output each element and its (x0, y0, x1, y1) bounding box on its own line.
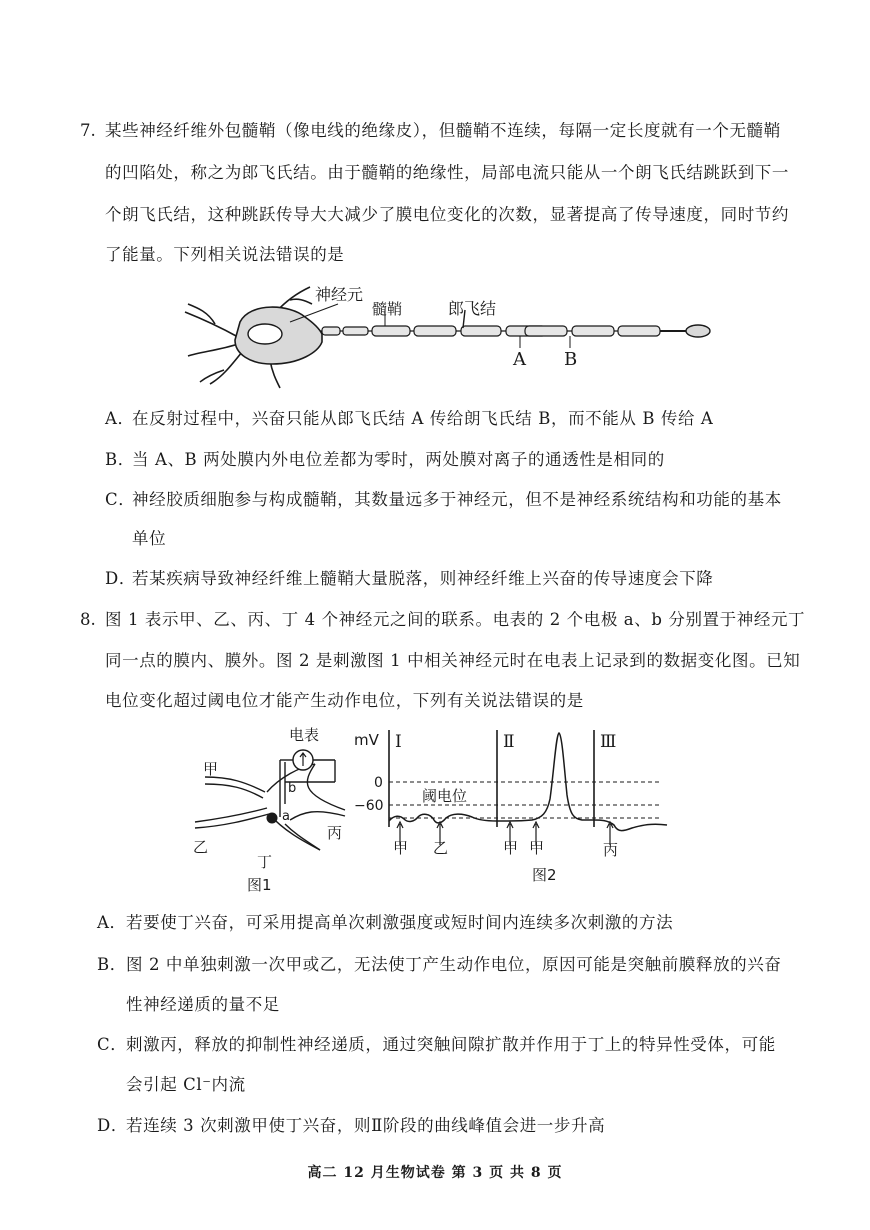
q7-neuron-figure (180, 282, 720, 392)
fig1-caption: 图1 (247, 876, 272, 894)
fig2-stim-jia-1: 甲 (393, 839, 409, 857)
q7-stem-line-1: 某些神经纤维外包髓鞘（像电线的绝缘皮），但髓鞘不连续，每隔一定长度就有一个无髓鞘 (105, 121, 781, 140)
q7-option-a-text: 在反射过程中，兴奋只能从郎飞氏结 A 传给朗飞氏结 B，而不能从 B 传给 A (132, 409, 714, 428)
fig1-bing: 丙 (327, 824, 343, 842)
page-footer: 高二 12 月生物试卷 第 3 页 共 8 页 (307, 1165, 563, 1181)
q7-option-d-text: 若某疾病导致神经纤维上髓鞘大量脱落，则神经纤维上兴奋的传导速度会下降 (132, 569, 714, 588)
q7-option-c-text-2: 单位 (132, 529, 167, 548)
q8-option-c-text-2: 会引起 Cl⁻内流 (126, 1075, 246, 1094)
q7-option-a-label: A． (105, 409, 135, 428)
label-neuron: 神经元 (315, 285, 364, 304)
q8-option-c-label: C． (97, 1035, 128, 1054)
q7-stem-line-2: 的凹陷处，称之为郎飞氏结。由于髓鞘的绝缘性，局部电流只能从一个朗飞氏结跳跃到下一 (105, 163, 789, 182)
q8-option-a-label: A． (97, 913, 127, 932)
fig1-jia: 甲 (203, 760, 219, 778)
q7-stem-line-3: 个朗飞氏结，这种跳跃传导大大减少了膜电位变化的次数，显著提高了传导速度，同时节约 (105, 205, 789, 224)
fig2-stim-jia-3: 甲 (529, 839, 545, 857)
fig1-ding: 丁 (257, 853, 273, 871)
q8-number: 8. (80, 610, 96, 629)
q8-option-a-text: 若要使丁兴奋，可采用提高单次刺激强度或短时间内连续多次刺激的方法 (126, 913, 674, 932)
fig2-stim-yi: 乙 (433, 839, 449, 857)
fig2-tick-0: 0 (374, 775, 383, 791)
label-b: B (564, 349, 578, 370)
fig2-threshold: 阈电位 (422, 787, 468, 805)
fig2-unit: mV (354, 731, 379, 749)
q7-option-c-label: C． (105, 490, 136, 509)
fig2-tick-neg60: −60 (354, 798, 384, 814)
q8-figure-2 (352, 725, 682, 885)
fig2-phase-1: Ⅰ (395, 732, 402, 752)
q8-stem-line-2: 同一点的膜内、膜外。图 2 是刺激图 1 中相关神经元时在电表上记录到的数据变化图。已知 (105, 651, 801, 670)
label-myelin: 髓鞘 (372, 300, 403, 318)
q7-option-d-label: D． (105, 569, 136, 588)
fig1-b: b (288, 781, 297, 796)
q8-option-b-text-1: 图 2 中单独刺激一次甲或乙，无法使丁产生动作电位，原因可能是突触前膜释放的兴奋 (126, 955, 782, 974)
q8-option-b-text-2: 性神经递质的量不足 (126, 995, 280, 1014)
q8-stem-line-1: 图 1 表示甲、乙、丙、丁 4 个神经元之间的联系。电表的 2 个电极 a、b 分别置于神经元丁 (105, 610, 806, 629)
q8-figure-1 (185, 722, 355, 897)
q8-option-d-text: 若连续 3 次刺激甲使丁兴奋，则Ⅱ阶段的曲线峰值会进一步升高 (126, 1116, 606, 1135)
q7-option-b-text: 当 A、B 两处膜内外电位差都为零时，两处膜对离子的通透性是相同的 (132, 450, 665, 469)
fig2-phase-2: Ⅱ (503, 732, 515, 752)
fig1-meter-label: 电表 (289, 726, 320, 744)
q8-option-d-label: D． (97, 1116, 128, 1135)
q7-option-b-label: B． (105, 450, 135, 469)
label-node: 郎飞结 (448, 299, 497, 318)
q8-option-b-label: B． (97, 955, 127, 974)
q8-option-c-text-1: 刺激丙，释放的抑制性神经递质，通过突触间隙扩散并作用于丁上的特异性受体，可能 (126, 1035, 776, 1054)
label-a: A (513, 349, 526, 370)
q7-number: 7. (80, 121, 96, 140)
q8-stem-line-3: 电位变化超过阈电位才能产生动作电位，下列有关说法错误的是 (105, 691, 584, 710)
fig1-yi: 乙 (193, 838, 209, 856)
fig2-caption: 图2 (532, 866, 557, 884)
fig2-stim-bing: 丙 (603, 841, 619, 859)
fig1-a: a (282, 809, 290, 824)
q7-stem-line-4: 了能量。下列相关说法错误的是 (105, 245, 345, 264)
q7-option-c-text-1: 神经胶质细胞参与构成髓鞘，其数量远多于神经元，但不是神经系统结构和功能的基本 (132, 490, 782, 509)
fig2-phase-3: Ⅲ (600, 732, 617, 752)
fig2-stim-jia-2: 甲 (503, 839, 519, 857)
